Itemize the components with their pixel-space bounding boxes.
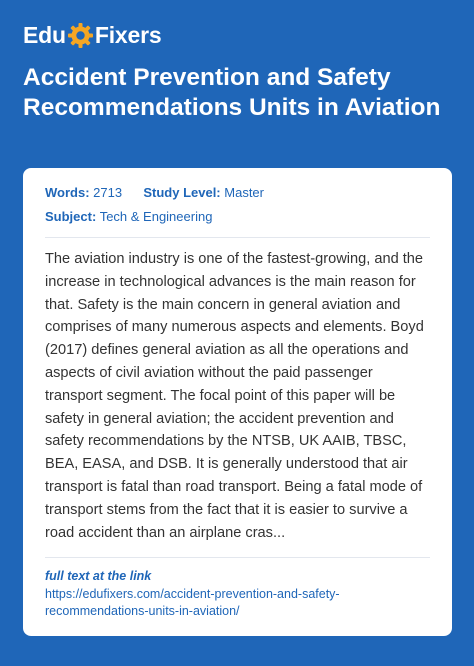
divider <box>45 237 430 238</box>
study-level-label: Study Level: <box>143 185 221 200</box>
brand-name-right: Fixers <box>94 22 162 48</box>
brand-logo[interactable] <box>23 22 161 49</box>
essay-card <box>23 168 452 636</box>
subject-value: Tech & Engineering <box>99 209 213 224</box>
subject-label: Subject: <box>45 209 97 224</box>
full-text-link[interactable]: https://edufixers.com/accident-prevention-and-safety-recommendations-units-in-aviation/ <box>45 587 340 619</box>
essay-excerpt: The aviation industry is one of the fastest-growing, and the increase in technological advances is the main reason for that. Safety is the main concern in general aviation and comprises of many numerous aspects and elements. Boyd (2017) defines general aviation as all the operations and aspects of civil aviation without the paid passenger transport segment. The focal point of this paper will be safety in general aviation; the accident prevention and safety recommendations by the NTSB, UK AAIB, TBSC, BEA, EASA, and DSB. It is generally understood that air transport is fatal than road transport. Being a fatal mode of transport stems from the fact that it is easier to survive a road accident than an airplane cras... <box>45 251 424 541</box>
words-value: 2713 <box>93 185 123 200</box>
gear-icon <box>67 22 94 49</box>
full-text-label: full text at the link <box>45 569 152 584</box>
study-level-value: Master <box>224 185 264 200</box>
meta-row-2 <box>45 209 430 225</box>
meta-row-1 <box>45 185 430 201</box>
words-label: Words: <box>45 185 90 200</box>
page-title: Accident Prevention and Safety Recommendations Units in Aviation <box>23 64 441 121</box>
divider <box>45 557 430 558</box>
brand-name-left: Edu <box>23 22 66 48</box>
